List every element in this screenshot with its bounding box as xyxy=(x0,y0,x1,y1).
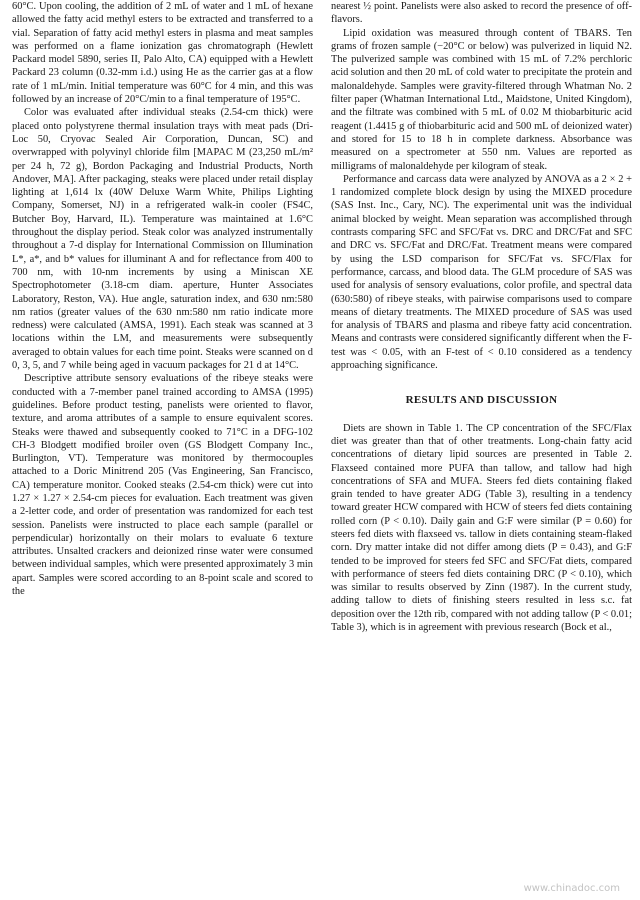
paragraph: Lipid oxidation was measured through content of TBARS. Ten grams of frozen sample (−20°C or below) was pulverized in liquid N2. The pulverized sample was combined with 15 mL of 7.2% perchloric acid solution and then 20 mL of cold water to precipitate the protein and malonaldehyde. Samples were gravity-filtered through Whatman No. 2 filter paper (Whatman International Ltd., Maidstone, United Kingdom), and the filtrate was combined with 5 mL of 0.02 M thiobarbituric acid reagent (1.4415 g of thiobarbituric acid and 500 mL of deionized water) and stored for 15 to 18 h in complete darkness. Absorbance was measured on a spectrometer at 550 nm. Values are reported as milligrams of malonaldehyde per kilogram of steak. xyxy=(331,27,632,172)
watermark: www.chinadoc.com xyxy=(523,883,620,894)
paragraph: Performance and carcass data were analyzed by ANOVA as a 2 × 2 + 1 randomized complete block design by using the MIXED procedure (SAS Inst. Inc., Cary, NC). The experimental unit was the individual animal blocked by weight. Mean separation was accomplished through contrasts comparing SFC and SFC/Fat vs. DRC and DRC/Fat and SFC and DRC vs. SFC/Fat and DRC/Fat. Treatment means were compared by using the LSD comparison for SFC/Fat vs. SFC/Flax for performance, carcass, and blood data. The GLM procedure of SAS was used for analysis of sensory evaluations, color profile, and spectral data (630:580) of ribeye steaks, with pairwise comparisons used to compare means of dietary treatments. The MIXED procedure of SAS was used for analysis of TBARS and plasma and ribeye fatty acid concentration. Means and contrasts were considered significantly different when the F-test was < 0.05, with an F-test of < 0.10 considered as a tendency approaching significance. xyxy=(331,173,632,372)
left-column xyxy=(12,0,313,900)
paragraph: Color was evaluated after individual steaks (2.54-cm thick) were placed onto polystyrene thermal insulation trays with meat pads (Dri-Loc 50, Cryovac Sealed Air Corporation, Duncan, SC) and overwrapped with polyvinyl chloride film [MAPAC M (23,250 mL/m² per 24 h, 72 g), Bordon Packaging and Industrial Products, North Andover, MA]. After packaging, steaks were placed under retail display lighting at 1,614 lx (40W Deluxe Warm White, Philips Lighting Company, Somerset, NJ) in a refrigerated walk-in cooler (FS4C, Butcher Boy, Harvard, IL). Temperature was maintained at 1.6°C throughout the display period. Steak color was analyzed instrumentally throughout a 7-d display for International Commission on Illumination L*, a*, and b* values for illuminant A and for reflectance from 400 to 700 nm, with 10-nm increments by using a Miniscan XE Spectrophotometer (3.18-cm diam. aperture, Hunter Associates Laboratory, Reston, VA). Hue angle, saturation index, and 630 nm:580 nm ratios (greater values of the 630 nm:580 nm ratio indicate more redness) were calculated (AMSA, 1991). Each steak was scanned at 3 locations within the LM, and measurements were subsequently averaged to obtain values for each time point. Steaks were scanned on d 0, 3, 5, and 7 while being aged in vacuum packages for 21 d at 14°C. xyxy=(12,107,313,372)
paragraph: Diets are shown in Table 1. The CP concentration of the SFC/Flax diet was greater than that of other treatments. Long-chain fatty acid concentrations of dietary lipid sources are presented in Table 2. Flaxseed contained more PUFA than tallow, and tallow had high concentrations of SFA and MUFA. Steers fed diets containing flaked grain tended to have greater ADG (Table 3), resulting in a tendency toward greater HCW compared with HCW of steers fed diets containing rolled corn (P < 0.10). Daily gain and G:F were similar (P = 0.60) for steers fed diets with flaxseed vs. tallow in diets containing steam-flaked corn. Dry matter intake did not differ among diets (P = 0.43), and G:F tended to be improved for steers fed SFC and SFC/Fat diets, compared with performance of steers fed diets containing DRC (P < 0.10), which was similar to results observed by Zinn (1987). In the current study, adding tallow to diets of finishing steers resulted in less s.c. fat deposition over the 12th rib, compared with not adding tallow (P < 0.01; Table 3), which is in agreement with previous research (Bock et al., xyxy=(331,422,632,634)
paragraph: Descriptive attribute sensory evaluations of the ribeye steaks were conducted with a 7-member panel trained according to AMSA (1995) guidelines. Before product testing, panelists were oriented to flavor, texture, and aroma attributes of a sample to ensure equivalent scores. Steaks were thawed and subsequently cooked to 71°C in a DFG-102 CH-3 Blodgett modified broiler oven (GS Blodgett Company Inc., Burlington, VT). Temperature was monitored by thermocouples attached to a Doric Minitrend 205 (Vas Engineering, San Francisco, CA) temperature monitor. Cooked steaks (2.54-cm thick) were cut into 1.27 × 1.27 × 2.54-cm pieces for evaluation. Each treatment was given a 2-letter code, and order of presentation was randomized for each test session. Panelists were instructed to place each sample (parallel or perpendicular) horizontally on their molars to evaluate 6 texture attributes. Unsalted crackers and deionized rinse water were consumed between individual samples, which were presented approximately 3 min apart. Samples were scored according to an 8-point scale and scored to the xyxy=(12,373,313,598)
paragraph: nearest ½ point. Panelists were also asked to record the presence of off-flavors. xyxy=(331,1,632,26)
right-column xyxy=(331,0,632,900)
section-heading: RESULTS AND DISCUSSION xyxy=(405,394,558,407)
paragraph: 60°C. Upon cooling, the addition of 2 mL of water and 1 mL of hexane allowed the fatty acid methyl esters to be extracted and transferred to a vial. Separation of fatty acid methyl esters in plasma and meat samples was performed on a flame ionization gas chromatograph (Hewlett Packard model 5890, series II, Palo Alto, CA) equipped with a Hewlett Packard 23 column (0.32-mm i.d.) using He as the carrier gas at a flow rate of 1 mL/min. Initial temperature was 60°C for 4 min, and this was followed by an increase of 20°C/min to a final temperature of 195°C. xyxy=(12,1,313,106)
